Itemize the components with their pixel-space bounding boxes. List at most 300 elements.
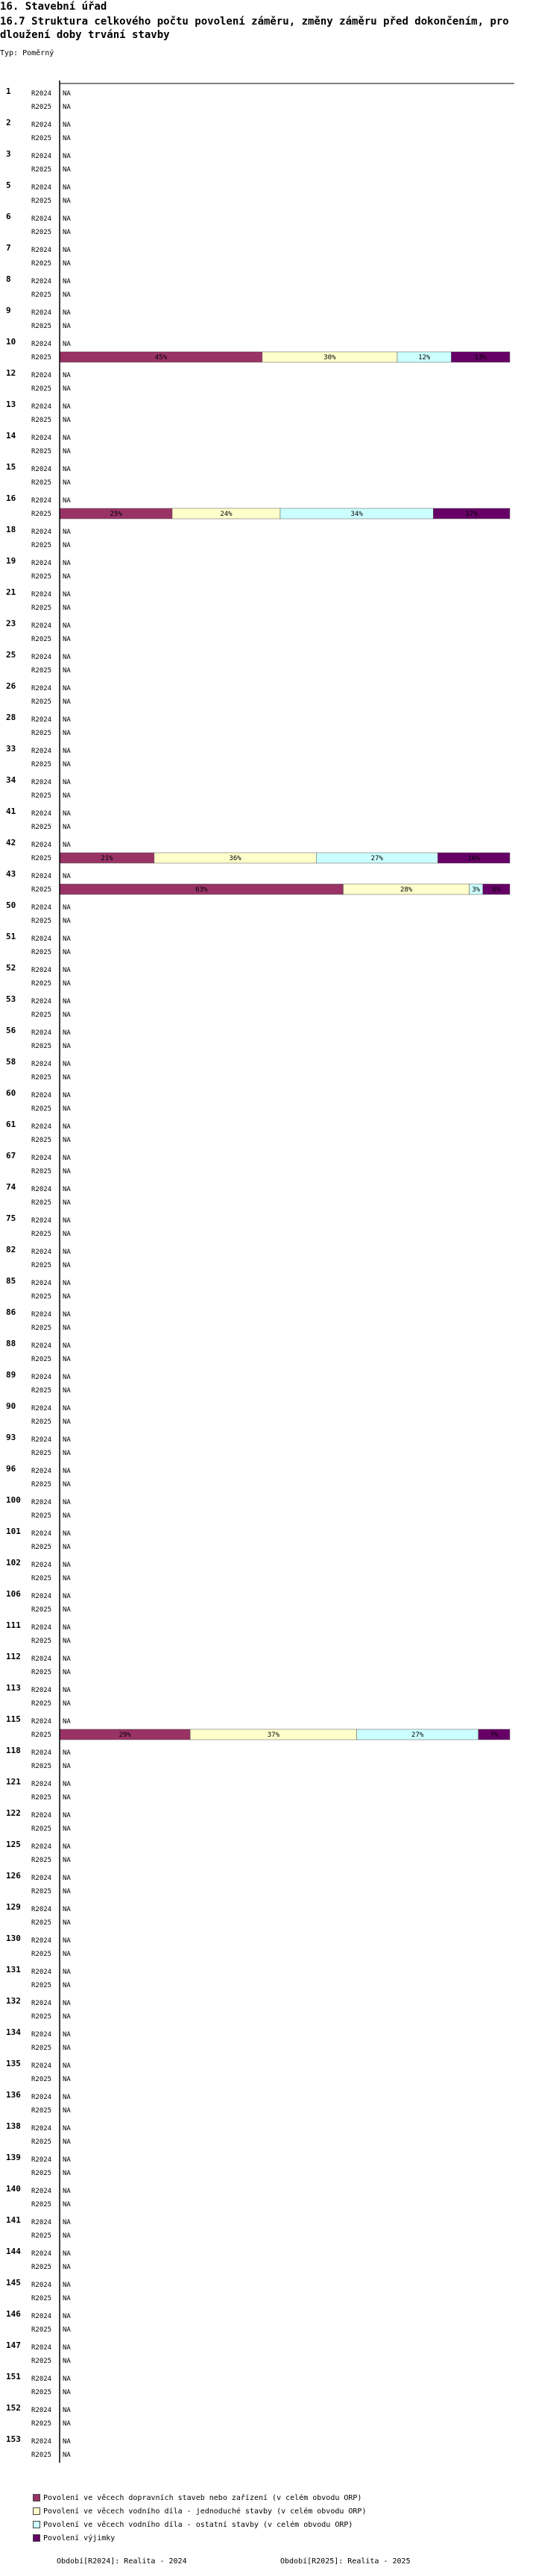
na-label: NA [63, 1794, 71, 1802]
footer-period-2024: Období[R2024]: Realita - 2024 [57, 2557, 187, 2566]
na-label: NA [63, 2438, 71, 2446]
group-label: 100 [6, 1495, 21, 1505]
bar-value-label: 6% [492, 886, 501, 894]
row-period-label: R2024 [31, 153, 52, 160]
na-label: NA [63, 309, 71, 317]
row-period-label: R2025 [31, 1105, 52, 1113]
na-label: NA [63, 1043, 71, 1050]
na-label: NA [63, 1356, 71, 1363]
na-label: NA [63, 873, 71, 880]
row-period-label: R2025 [31, 1857, 52, 1864]
na-label: NA [63, 1311, 71, 1319]
row-period-label: R2025 [31, 792, 52, 800]
na-label: NA [63, 2375, 71, 2383]
bar-value-label: 37% [267, 1731, 280, 1739]
row-period-label: R2025 [31, 1262, 52, 1269]
na-label: NA [63, 1562, 71, 1569]
na-label: NA [63, 1217, 71, 1225]
group-label: 132 [6, 1996, 21, 2006]
chart-title: 16.7 Struktura celkového počtu povolení záměru, změny záměru před dokončením, pro dloužení doby trvání stavby [0, 16, 509, 41]
row-period-label: R2024 [31, 1311, 52, 1319]
row-period-label: R2025 [31, 1888, 52, 1895]
row-period-label: R2025 [31, 323, 52, 330]
row-period-label: R2025 [31, 2295, 52, 2302]
row-period-label: R2024 [31, 1029, 52, 1037]
group-label: 7 [6, 243, 11, 253]
na-label: NA [63, 229, 71, 236]
na-label: NA [63, 417, 71, 424]
na-label: NA [63, 1624, 71, 1632]
row-period-label: R2024 [31, 497, 52, 505]
bar-value-label: 21% [101, 855, 113, 862]
na-label: NA [63, 1843, 71, 1851]
row-period-label: R2025 [31, 573, 52, 581]
group-label: 102 [6, 1558, 21, 1568]
na-label: NA [63, 278, 71, 285]
na-label: NA [63, 403, 71, 411]
na-label: NA [63, 1481, 71, 1489]
group-label: 8 [6, 274, 11, 284]
row-period-label: R2025 [31, 2076, 52, 2083]
na-label: NA [63, 1700, 71, 1708]
na-label: NA [63, 1530, 71, 1538]
row-period-label: R2025 [31, 1199, 52, 1207]
row-period-label: R2024 [31, 1687, 52, 1694]
row-period-label: R2024 [31, 1217, 52, 1225]
group-label: 51 [6, 932, 16, 941]
group-label: 134 [6, 2027, 21, 2037]
group-label: 144 [6, 2247, 21, 2256]
na-label: NA [63, 1982, 71, 1989]
row-period-label: R2025 [31, 2138, 52, 2146]
na-label: NA [63, 2062, 71, 2070]
row-period-label: R2025 [31, 1919, 52, 1927]
na-label: NA [63, 542, 71, 549]
row-period-label: R2025 [31, 1043, 52, 1050]
row-period-label: R2024 [31, 654, 52, 661]
na-label: NA [63, 2094, 71, 2101]
bar-value-label: 45% [154, 354, 168, 362]
row-period-label: R2025 [31, 385, 52, 393]
na-label: NA [63, 1951, 71, 1958]
na-label: NA [63, 1436, 71, 1444]
legend-label-doprava: Povolení ve věcech dopravních staveb nebo zařízení (v celém obvodu ORP) [43, 2494, 362, 2502]
row-period-label: R2024 [31, 2282, 52, 2289]
group-label: 33 [6, 744, 16, 754]
chart-type-label: Typ: Poměrný [0, 49, 54, 57]
na-label: NA [63, 1248, 71, 1256]
group-label: 106 [6, 1589, 21, 1599]
na-label: NA [63, 1231, 71, 1238]
na-label: NA [63, 1029, 71, 1037]
row-period-label: R2024 [31, 1875, 52, 1882]
row-period-label: R2025 [31, 855, 52, 862]
group-label: 139 [6, 2153, 21, 2162]
row-period-label: R2024 [31, 935, 52, 943]
row-period-label: R2025 [31, 2107, 52, 2115]
row-period-label: R2024 [31, 1123, 52, 1131]
group-label: 85 [6, 1276, 16, 1286]
row-period-label: R2024 [31, 1342, 52, 1350]
na-label: NA [63, 2156, 71, 2164]
na-label: NA [63, 1092, 71, 1099]
group-label: 113 [6, 1683, 21, 1693]
na-label: NA [63, 935, 71, 943]
group-label: 138 [6, 2121, 21, 2131]
row-period-label: R2025 [31, 2358, 52, 2365]
row-period-label: R2025 [31, 2452, 52, 2459]
row-period-label: R2024 [31, 685, 52, 692]
na-label: NA [63, 2170, 71, 2177]
legend-item-vyjimky [33, 2534, 115, 2543]
group-label: 88 [6, 1339, 16, 1348]
row-period-label: R2025 [31, 2264, 52, 2271]
group-label: 16 [6, 493, 16, 503]
row-period-label: R2025 [31, 2389, 52, 2396]
na-label: NA [63, 2201, 71, 2209]
na-label: NA [63, 1061, 71, 1068]
group-label: 26 [6, 681, 16, 691]
row-period-label: R2024 [31, 2219, 52, 2226]
na-label: NA [63, 1342, 71, 1350]
na-label: NA [63, 166, 71, 174]
row-period-label: R2025 [31, 448, 52, 455]
row-period-label: R2025 [31, 1763, 52, 1770]
na-label: NA [63, 341, 71, 348]
bar-value-label: 63% [195, 886, 208, 894]
group-label: 13 [6, 400, 16, 409]
group-label: 131 [6, 1965, 21, 1974]
row-period-label: R2025 [31, 1794, 52, 1802]
na-label: NA [63, 591, 71, 599]
na-label: NA [63, 1781, 71, 1788]
na-label: NA [63, 1418, 71, 1426]
group-label: 3 [6, 149, 11, 159]
legend-swatch-vodni-ostatni [33, 2521, 40, 2528]
group-label: 1 [6, 86, 11, 96]
row-period-label: R2025 [31, 1825, 52, 1833]
row-period-label: R2024 [31, 2094, 52, 2101]
na-label: NA [63, 260, 71, 268]
legend-item-vodni-ostatni [33, 2521, 353, 2530]
row-period-label: R2025 [31, 1638, 52, 1645]
row-period-label: R2024 [31, 1969, 52, 1976]
row-period-label: R2025 [31, 166, 52, 174]
na-label: NA [63, 622, 71, 630]
group-label: 43 [6, 869, 16, 879]
na-label: NA [63, 842, 71, 849]
group-label: 141 [6, 2215, 21, 2225]
row-period-label: R2024 [31, 2250, 52, 2258]
na-label: NA [63, 761, 71, 768]
group-label: 6 [6, 212, 11, 221]
row-period-label: R2024 [31, 560, 52, 567]
bar-value-label: 30% [323, 354, 336, 362]
group-label: 67 [6, 1151, 16, 1161]
na-label: NA [63, 667, 71, 675]
row-period-label: R2024 [31, 1812, 52, 1819]
group-label: 96 [6, 1464, 16, 1474]
row-period-label: R2025 [31, 1606, 52, 1614]
group-label: 25 [6, 650, 16, 660]
na-label: NA [63, 323, 71, 330]
na-label: NA [63, 1450, 71, 1457]
row-period-label: R2024 [31, 466, 52, 473]
na-label: NA [63, 1262, 71, 1269]
group-label: 18 [6, 525, 16, 534]
bar-value-label: 29% [119, 1731, 131, 1739]
na-label: NA [63, 1575, 71, 1582]
row-period-label: R2024 [31, 2344, 52, 2352]
bar-value-label: 12% [418, 354, 431, 362]
bar-value-label: 34% [350, 511, 363, 518]
row-period-label: R2024 [31, 2313, 52, 2320]
na-label: NA [63, 2295, 71, 2302]
group-label: 126 [6, 1871, 21, 1881]
na-label: NA [63, 1888, 71, 1895]
na-label: NA [63, 2282, 71, 2289]
group-label: 5 [6, 180, 11, 190]
row-period-label: R2024 [31, 247, 52, 254]
row-period-label: R2025 [31, 260, 52, 268]
row-period-label: R2025 [31, 886, 52, 894]
na-label: NA [63, 215, 71, 223]
legend-item-doprava [33, 2494, 361, 2503]
na-label: NA [63, 466, 71, 473]
row-period-label: R2024 [31, 2125, 52, 2133]
row-period-label: R2025 [31, 730, 52, 737]
na-label: NA [63, 2232, 71, 2240]
row-period-label: R2024 [31, 904, 52, 912]
row-period-label: R2024 [31, 1468, 52, 1475]
na-label: NA [63, 2125, 71, 2133]
na-label: NA [63, 2313, 71, 2320]
row-period-label: R2024 [31, 622, 52, 630]
group-label: 34 [6, 775, 16, 785]
row-period-label: R2025 [31, 1700, 52, 1708]
row-period-label: R2024 [31, 2438, 52, 2446]
na-label: NA [63, 1199, 71, 1207]
na-label: NA [63, 1606, 71, 1614]
legend-item-vodni-jednoduche [33, 2507, 366, 2516]
group-label: 75 [6, 1213, 16, 1223]
group-label: 15 [6, 462, 16, 472]
row-period-label: R2024 [31, 2407, 52, 2414]
group-label: 58 [6, 1057, 16, 1067]
bar-value-label: 13% [474, 354, 487, 362]
row-period-label: R2024 [31, 591, 52, 599]
na-label: NA [63, 1374, 71, 1381]
group-label: 61 [6, 1120, 16, 1129]
row-period-label: R2024 [31, 1061, 52, 1068]
group-label: 56 [6, 1026, 16, 1035]
na-label: NA [63, 2344, 71, 2352]
na-label: NA [63, 497, 71, 505]
na-label: NA [63, 1687, 71, 1694]
na-label: NA [63, 1105, 71, 1113]
row-period-label: R2025 [31, 2420, 52, 2428]
legend-label-vodni-jednoduche: Povolení ve věcech vodního díla - jednoduché stavby (v celém obvodu ORP) [43, 2507, 367, 2516]
bar-value-label: 7% [490, 1731, 499, 1739]
group-label: 122 [6, 1808, 21, 1818]
group-label: 129 [6, 1902, 21, 1912]
group-label: 130 [6, 1933, 21, 1943]
row-period-label: R2024 [31, 1906, 52, 1913]
bar-value-label: 25% [110, 511, 122, 518]
na-label: NA [63, 1857, 71, 1864]
na-label: NA [63, 479, 71, 487]
na-label: NA [63, 560, 71, 567]
row-period-label: R2024 [31, 1280, 52, 1287]
na-label: NA [63, 685, 71, 692]
footer-period-2025: Období[R2025]: Realita - 2025 [280, 2557, 411, 2566]
bar-value-label: 24% [220, 511, 233, 518]
group-label: 60 [6, 1088, 16, 1098]
group-label: 74 [6, 1182, 16, 1192]
group-label: 145 [6, 2278, 21, 2288]
row-period-label: R2024 [31, 1781, 52, 1788]
bar-value-label: 27% [411, 1731, 424, 1739]
na-label: NA [63, 654, 71, 661]
row-period-label: R2024 [31, 1248, 52, 1256]
na-label: NA [63, 372, 71, 379]
na-label: NA [63, 2389, 71, 2396]
row-period-label: R2025 [31, 667, 52, 675]
na-label: NA [63, 1969, 71, 1976]
na-label: NA [63, 716, 71, 724]
na-label: NA [63, 385, 71, 393]
na-label: NA [63, 779, 71, 786]
row-period-label: R2025 [31, 479, 52, 487]
row-period-label: R2024 [31, 2000, 52, 2007]
na-label: NA [63, 247, 71, 254]
na-label: NA [63, 1011, 71, 1019]
group-label: 93 [6, 1433, 16, 1442]
row-period-label: R2025 [31, 1356, 52, 1363]
na-label: NA [63, 2407, 71, 2414]
legend-label-vyjimky: Povolení výjimky [43, 2534, 116, 2542]
na-label: NA [63, 1123, 71, 1131]
group-label: 14 [6, 431, 16, 441]
row-period-label: R2025 [31, 980, 52, 988]
na-label: NA [63, 2031, 71, 2039]
group-label: 52 [6, 963, 16, 973]
row-period-label: R2025 [31, 604, 52, 612]
group-label: 111 [6, 1620, 21, 1630]
na-label: NA [63, 2013, 71, 2021]
group-label: 21 [6, 587, 16, 597]
row-period-label: R2024 [31, 1593, 52, 1600]
row-period-label: R2024 [31, 842, 52, 849]
row-period-label: R2025 [31, 636, 52, 643]
group-label: 86 [6, 1307, 16, 1317]
row-period-label: R2024 [31, 1530, 52, 1538]
group-label: 101 [6, 1527, 21, 1536]
row-period-label: R2024 [31, 309, 52, 317]
na-label: NA [63, 2452, 71, 2459]
row-period-label: R2024 [31, 1718, 52, 1726]
group-label: 28 [6, 713, 16, 722]
legend-swatch-doprava [33, 2494, 40, 2501]
na-label: NA [63, 448, 71, 455]
row-period-label: R2025 [31, 354, 52, 362]
row-period-label: R2025 [31, 1325, 52, 1332]
na-label: NA [63, 1468, 71, 1475]
row-period-label: R2025 [31, 2170, 52, 2177]
row-period-label: R2024 [31, 810, 52, 818]
row-period-label: R2024 [31, 998, 52, 1006]
na-label: NA [63, 1074, 71, 1082]
group-label: 23 [6, 619, 16, 628]
row-period-label: R2025 [31, 1137, 52, 1144]
row-period-label: R2024 [31, 2031, 52, 2039]
row-period-label: R2024 [31, 90, 52, 98]
row-period-label: R2024 [31, 1655, 52, 1663]
row-period-label: R2024 [31, 1843, 52, 1851]
row-period-label: R2024 [31, 2062, 52, 2070]
row-period-label: R2025 [31, 2232, 52, 2240]
row-period-label: R2024 [31, 1092, 52, 1099]
row-period-label: R2024 [31, 341, 52, 348]
row-period-label: R2024 [31, 528, 52, 536]
row-period-label: R2025 [31, 1544, 52, 1551]
row-period-label: R2025 [31, 1575, 52, 1582]
row-period-label: R2025 [31, 1231, 52, 1238]
row-period-label: R2025 [31, 417, 52, 424]
legend-swatch-vyjimky [33, 2534, 40, 2542]
na-label: NA [63, 135, 71, 142]
na-label: NA [63, 2326, 71, 2334]
na-label: NA [63, 2264, 71, 2271]
na-label: NA [63, 1512, 71, 1520]
group-label: 90 [6, 1401, 16, 1411]
bar-value-label: 3% [472, 886, 481, 894]
group-label: 136 [6, 2090, 21, 2100]
row-period-label: R2025 [31, 2201, 52, 2209]
na-label: NA [63, 698, 71, 706]
group-label: 19 [6, 556, 16, 566]
row-period-label: R2025 [31, 2045, 52, 2052]
group-label: 50 [6, 900, 16, 910]
row-period-label: R2025 [31, 229, 52, 236]
row-period-label: R2024 [31, 1749, 52, 1757]
group-label: 125 [6, 1840, 21, 1849]
na-label: NA [63, 1655, 71, 1663]
na-label: NA [63, 949, 71, 956]
na-label: NA [63, 636, 71, 643]
row-period-label: R2025 [31, 1951, 52, 1958]
row-period-label: R2025 [31, 1418, 52, 1426]
row-period-label: R2024 [31, 873, 52, 880]
row-period-label: R2025 [31, 1387, 52, 1395]
row-period-label: R2024 [31, 1374, 52, 1381]
na-label: NA [63, 1937, 71, 1945]
row-period-label: R2025 [31, 1293, 52, 1301]
row-period-label: R2025 [31, 511, 52, 518]
na-label: NA [63, 153, 71, 160]
na-label: NA [63, 904, 71, 912]
na-label: NA [63, 748, 71, 755]
na-label: NA [63, 730, 71, 737]
na-label: NA [63, 1155, 71, 1162]
na-label: NA [63, 435, 71, 442]
na-label: NA [63, 1405, 71, 1412]
row-period-label: R2025 [31, 761, 52, 768]
na-label: NA [63, 810, 71, 818]
row-period-label: R2025 [31, 1481, 52, 1489]
row-period-label: R2025 [31, 1982, 52, 1989]
row-period-label: R2024 [31, 278, 52, 285]
